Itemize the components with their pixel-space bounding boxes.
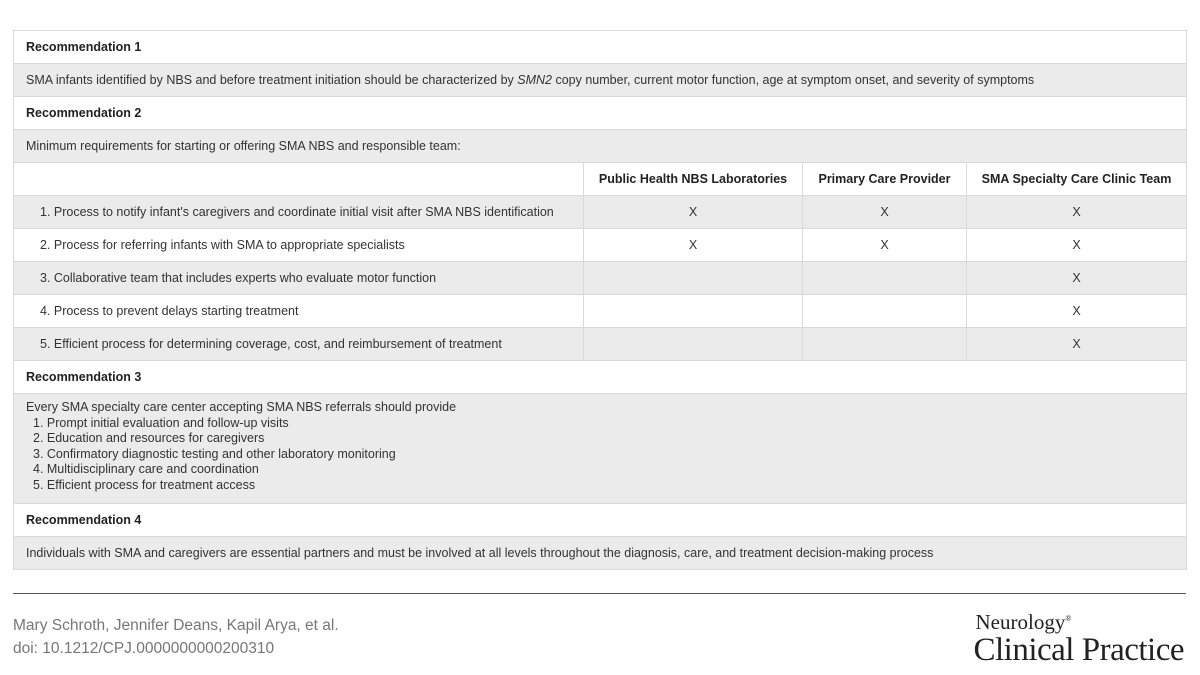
journal-subtitle: Clinical Practice [973,632,1184,668]
row-label: 1. Process to notify infant's caregivers and coordinate initial visit after SMA NBS identification [14,196,584,229]
check-mark [803,295,967,328]
check-mark: X [967,328,1187,361]
column-header-primary-care: Primary Care Provider [803,163,967,196]
check-mark: X [584,196,803,229]
check-mark [584,295,803,328]
list-item: 4. Multidisciplinary care and coordination [33,462,259,476]
column-header-blank [14,163,584,196]
table-row [14,328,1187,361]
table-row [14,229,1187,262]
rec1-text: SMA infants identified by NBS and before treatment initiation should be characterized by SMN2 copy number, current motor function, age at symptom onset, and severity of symptoms [14,64,1187,97]
check-mark: X [584,229,803,262]
list-item: 3. Confirmatory diagnostic testing and other laboratory monitoring [33,446,396,461]
rec3-body [14,394,1187,504]
recommendations-table [13,30,1187,570]
list-item: 2. Education and resources for caregivers [33,431,265,445]
rec4-text: Individuals with SMA and caregivers are essential partners and must be involved at all levels throughout the diagnosis, care, and treatment decision-making process [14,537,1187,570]
journal-name: Neurology [975,610,1066,634]
list-item: 1. Prompt initial evaluation and follow-up visits [33,415,289,430]
table-row [14,196,1187,229]
citation-authors: Mary Schroth, Jennifer Deans, Kapil Arya, et al. [13,617,339,634]
registered-mark: ® [1065,614,1072,623]
check-mark: X [803,229,967,262]
citation [13,614,339,660]
check-mark: X [967,229,1187,262]
column-header-public-health: Public Health NBS Laboratories [584,163,803,196]
check-mark: X [967,262,1187,295]
rec2-intro: Minimum requirements for starting or offering SMA NBS and responsible team: [14,130,1187,163]
check-mark: X [967,295,1187,328]
rec3-intro: Every SMA specialty care center accepting SMA NBS referrals should provide [26,400,457,414]
table-row [14,262,1187,295]
table-row [14,295,1187,328]
footer-divider [13,593,1186,594]
rec4-heading: Recommendation 4 [14,504,1187,537]
check-mark [803,262,967,295]
check-mark: X [967,196,1187,229]
rec2-heading: Recommendation 2 [14,97,1187,130]
list-item: 5. Efficient process for treatment access [33,477,256,492]
check-mark [584,328,803,361]
row-label: 3. Collaborative team that includes experts who evaluate motor function [14,262,584,295]
row-label: 2. Process for referring infants with SMA to appropriate specialists [14,229,584,262]
check-mark: X [803,196,967,229]
row-label: 5. Efficient process for determining coverage, cost, and reimbursement of treatment [14,328,584,361]
rec1-heading: Recommendation 1 [14,31,1187,64]
citation-doi: doi: 10.1212/CPJ.0000000000200310 [13,640,275,657]
row-label: 4. Process to prevent delays starting treatment [14,295,584,328]
rec3-heading: Recommendation 3 [14,361,1187,394]
rec3-list [26,416,1174,494]
journal-logo [974,608,1185,667]
gene-name: SMN2 [517,73,552,87]
column-header-sma-clinic: SMA Specialty Care Clinic Team [967,163,1187,196]
check-mark [584,262,803,295]
check-mark [803,328,967,361]
